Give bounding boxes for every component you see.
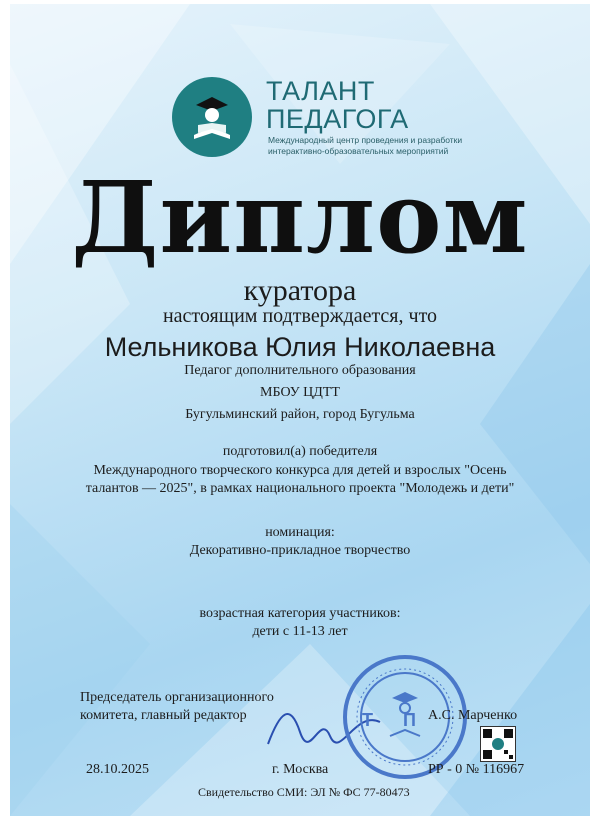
diploma-sheet: [10, 4, 590, 816]
issue-date: 28.10.2025: [86, 762, 149, 777]
recipient-organization: МБОУ ЦДТТ: [260, 385, 340, 400]
logo-emblem: [172, 77, 252, 157]
issue-city: г. Москва: [272, 762, 329, 777]
chair-line-1: Председатель организационного: [80, 690, 274, 705]
recipient-position: Педагог дополнительного образования: [184, 363, 416, 378]
brand-subtitle: Международный центр проведения и разработки интерактивно-образовательных мероприятий: [268, 135, 463, 156]
prepared-text: подготовил(а) победителя: [222, 444, 378, 459]
recipient-location: Бугульминский район, город Бугульма: [185, 407, 415, 422]
diploma-subtitle: куратора: [243, 274, 357, 307]
brand-name-line1: ТАЛАНТ: [266, 76, 375, 106]
confirm-text: настоящим подтверждается, что: [162, 305, 438, 327]
age-label: возрастная категория участников:: [199, 606, 401, 621]
brand-name-line2: ПЕДАГОГА: [266, 104, 409, 134]
contest-line-1: Международного творческого конкурса для детей и взрослых "Осень: [93, 463, 507, 478]
nomination-value: Декоративно-прикладное творчество: [189, 543, 411, 558]
qr-code: [480, 726, 516, 762]
teacher-reading-book-icon: [172, 77, 252, 157]
age-value: дети с 11-13 лет: [252, 624, 348, 639]
diploma-title: Диплом: [71, 161, 529, 276]
stamp-center-letters: Т П: [362, 710, 416, 730]
nomination-label: номинация:: [265, 525, 335, 540]
chair-line-2: комитета, главный редактор: [80, 708, 247, 723]
diploma-number: РР - 0 № 116967: [428, 762, 525, 777]
signer-name: А.С. Марченко: [428, 708, 518, 723]
contest-line-2: талантов — 2025", в рамках национального проекта "Молодежь и дети": [85, 481, 515, 496]
recipient-name: Мельникова Юлия Николаевна: [104, 332, 496, 362]
media-certificate: Свидетельство СМИ: ЭЛ № ФС 77-80473: [198, 785, 410, 799]
